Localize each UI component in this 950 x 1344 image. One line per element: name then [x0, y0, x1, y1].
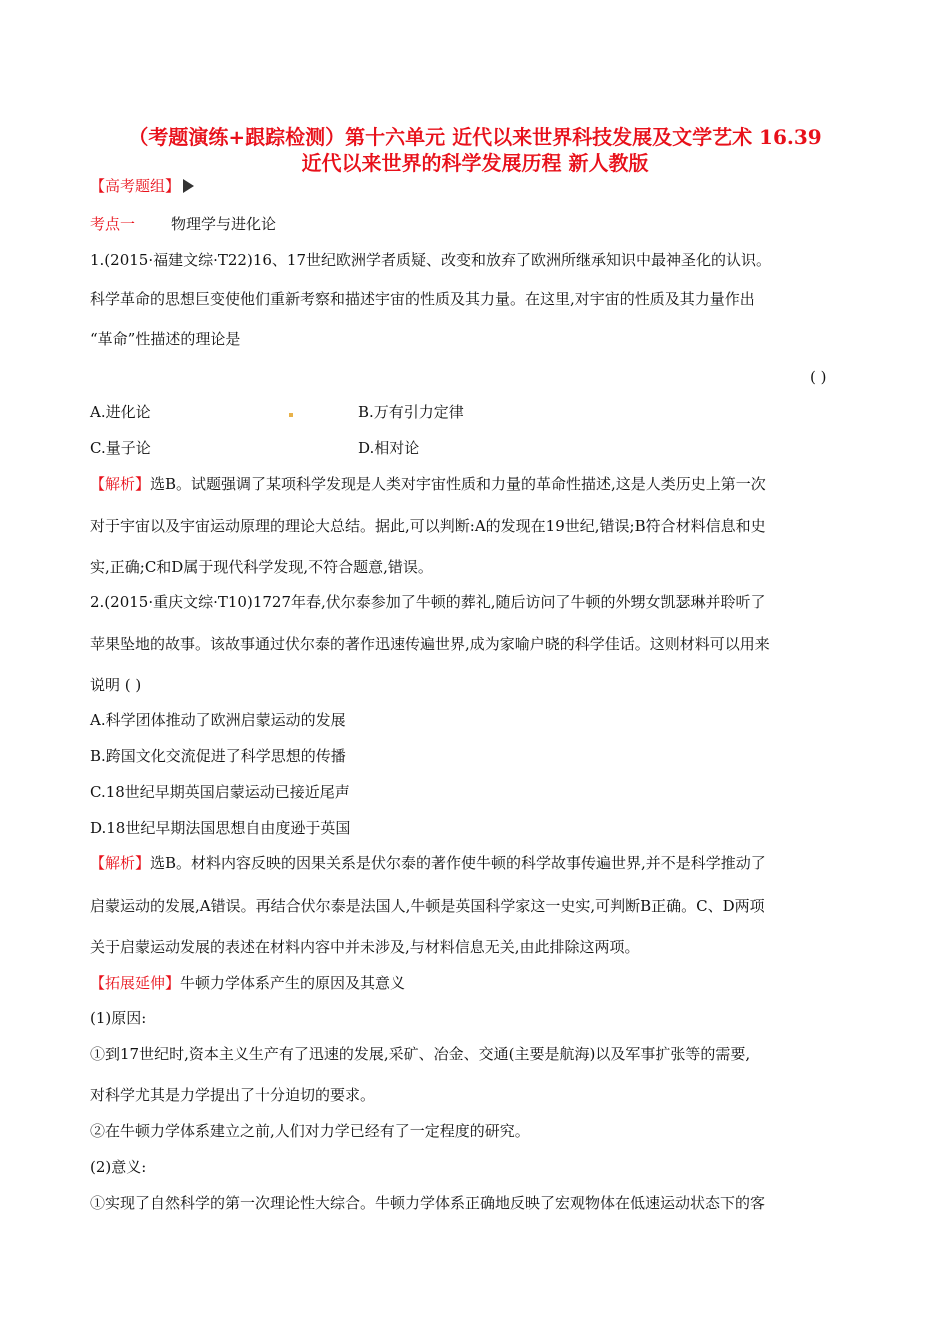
extension-title: 牛顿力学体系产生的原因及其意义	[180, 974, 406, 992]
q2-analysis-2: 启蒙运动的发展,A错误。再结合伏尔泰是法国人,牛顿是英国科学家这一史实,可判断B正确。C、D两项	[90, 897, 765, 915]
analysis-text: 选B。试题强调了某项科学发现是人类对宇宙性质和力量的革命性描述,这是人类历史上第一次	[150, 475, 766, 493]
q2-option-b: B.跨国文化交流促进了科学思想的传播	[90, 747, 346, 765]
section-label: 【高考题组】	[90, 177, 181, 195]
q1-analysis-2: 对于宇宙以及宇宙运动原理的理论大总结。据此,可以判断:A的发现在19世纪,错误;B符合材料信息和史	[90, 517, 766, 535]
meaning-heading: (2)意义:	[90, 1158, 147, 1176]
q1-answer-paren: ( )	[810, 368, 827, 386]
q2-stem-3: 说明 ( )	[90, 676, 142, 694]
analysis-label: 【解析】	[90, 475, 151, 493]
q1-stem-1: 1.(2015·福建文综·T22)16、17世纪欧洲学者质疑、改变和放弃了欧洲所继承知识中最神圣化的认识。	[90, 251, 771, 269]
doc-title-line2: 近代以来世界的科学发展历程 新人教版	[301, 151, 649, 175]
extension-header	[90, 973, 405, 993]
meaning-1: ①实现了自然科学的第一次理论性大综合。牛顿力学体系正确地反映了宏观物体在低速运动状态下的客	[90, 1194, 766, 1212]
q1-option-d: D.相对论	[358, 439, 420, 457]
kaodian-label: 考点一	[90, 215, 136, 233]
q2-option-a: A.科学团体推动了欧洲启蒙运动的发展	[90, 711, 346, 729]
q1-analysis-1	[90, 474, 766, 494]
q2-option-d: D.18世纪早期法国思想自由度逊于英国	[90, 819, 351, 837]
doc-title-line1: （考题演练+跟踪检测）第十六单元 近代以来世界科技发展及文学艺术 16.39	[128, 125, 822, 149]
analysis-label: 【解析】	[90, 854, 151, 872]
topic-line	[90, 214, 276, 234]
section-header	[90, 176, 194, 196]
q2-stem-2: 苹果坠地的故事。该故事通过伏尔泰的著作迅速传遍世界,成为家喻户晓的科学佳话。这则材料可以用来	[90, 635, 770, 653]
q1-option-c: C.量子论	[90, 439, 151, 457]
q1-analysis-3: 实,正确;C和D属于现代科学发现,不符合题意,错误。	[90, 558, 433, 576]
topic-text: 物理学与进化论	[171, 215, 277, 233]
q2-analysis-1	[90, 853, 766, 873]
q2-stem-1: 2.(2015·重庆文综·T10)1727年春,伏尔泰参加了牛顿的葬礼,随后访问了牛顿的外甥女凯瑟琳并聆听了	[90, 593, 766, 611]
q1-stem-2: 科学革命的思想巨变使他们重新考察和描述宇宙的性质及其力量。在这里,对宇宙的性质及其力量作出	[90, 290, 755, 308]
extension-label: 【拓展延伸】	[90, 974, 181, 992]
reason-heading: (1)原因:	[90, 1009, 147, 1027]
q2-option-c: C.18世纪早期英国启蒙运动已接近尾声	[90, 783, 350, 801]
analysis-text: 选B。材料内容反映的因果关系是伏尔泰的著作使牛顿的科学故事传遍世界,并不是科学推动了	[150, 854, 766, 872]
q2-analysis-3: 关于启蒙运动发展的表述在材料内容中并未涉及,与材料信息无关,由此排除这两项。	[90, 938, 640, 956]
reason-1b: 对科学尤其是力学提出了十分迫切的要求。	[90, 1086, 376, 1104]
triangle-right-icon	[183, 179, 194, 193]
decorative-dot	[289, 413, 293, 417]
reason-1a: ①到17世纪时,资本主义生产有了迅速的发展,采矿、冶金、交通(主要是航海)以及军事扩张等的需要,	[90, 1045, 751, 1063]
q1-option-a: A.进化论	[90, 403, 151, 421]
reason-2: ②在牛顿力学体系建立之前,人们对力学已经有了一定程度的研究。	[90, 1122, 530, 1140]
q1-stem-3: “革命”性描述的理论是	[90, 330, 241, 348]
q1-option-b: B.万有引力定律	[358, 403, 464, 421]
